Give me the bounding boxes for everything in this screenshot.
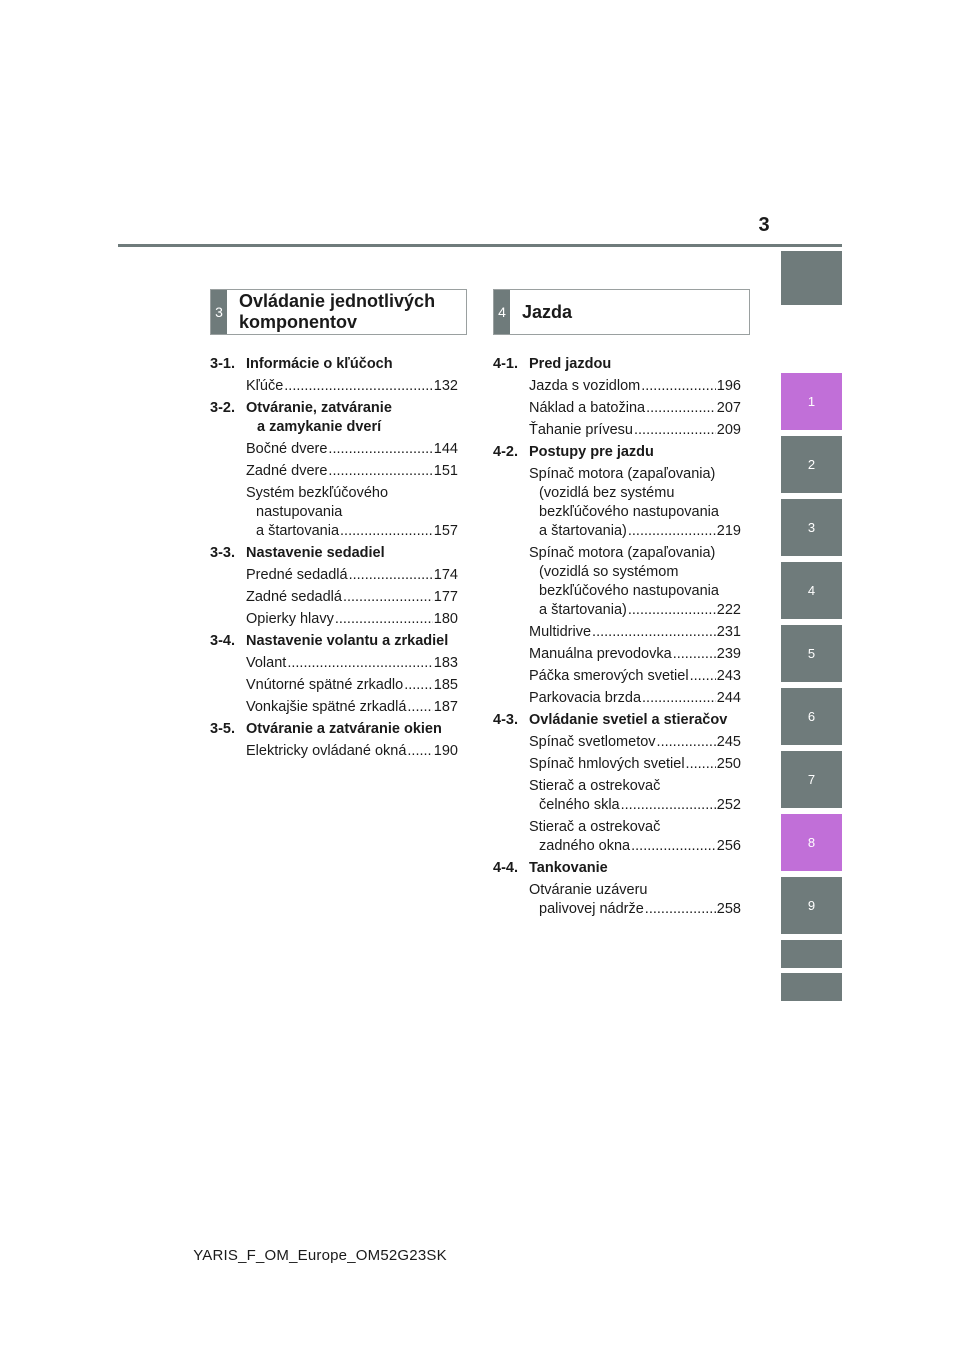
page-ref: 180 bbox=[433, 611, 458, 627]
toc-entry-line bbox=[529, 796, 741, 815]
page-ref: 187 bbox=[433, 699, 458, 715]
chapter-tab-blank[interactable] bbox=[781, 251, 842, 305]
subsection-id: 3-3. bbox=[210, 545, 235, 561]
toc-entry-text: Systém bezkľúčového bbox=[246, 485, 389, 501]
chapter-tab-7[interactable]: 7 bbox=[781, 751, 842, 808]
page-ref: 144 bbox=[433, 441, 458, 457]
toc-entry-text: Stierač a ostrekovač bbox=[529, 778, 661, 794]
toc-entry-line bbox=[529, 755, 741, 774]
dot-leader bbox=[634, 421, 716, 440]
subsection-heading bbox=[210, 399, 458, 437]
toc-entry[interactable] bbox=[246, 462, 458, 481]
dot-leader bbox=[642, 689, 716, 708]
toc-entry-text: a štartovania bbox=[256, 523, 340, 539]
toc-column-section-3 bbox=[210, 352, 458, 764]
toc-entry-text: Jazda s vozidlom bbox=[529, 378, 641, 394]
dot-leader bbox=[328, 462, 432, 481]
document-code: YARIS_F_OM_Europe_OM52G23SK bbox=[193, 1247, 447, 1264]
page-ref: 132 bbox=[433, 378, 458, 394]
subsection-id: 3-4. bbox=[210, 633, 235, 649]
chapter-tab-blank[interactable] bbox=[781, 940, 842, 968]
toc-entry-line bbox=[529, 522, 741, 541]
toc-entry-line bbox=[529, 733, 741, 752]
toc-entry-line bbox=[529, 900, 741, 919]
subsection-heading bbox=[493, 443, 741, 462]
section-3-title bbox=[239, 290, 435, 334]
subsection-title-line: Pred jazdou bbox=[529, 356, 612, 372]
toc-entry[interactable] bbox=[246, 698, 458, 717]
page-ref: 244 bbox=[716, 690, 741, 706]
toc-entry[interactable] bbox=[246, 440, 458, 459]
toc-entry[interactable] bbox=[529, 818, 741, 856]
subsection-title-line: a zamykanie dverí bbox=[257, 419, 382, 435]
toc-column-section-4 bbox=[493, 352, 741, 922]
toc-entry-text: Spínač motora (zapaľovania) bbox=[529, 466, 716, 482]
toc-entry-text: nastupovania bbox=[256, 504, 343, 520]
toc-entry-line bbox=[246, 566, 458, 585]
chapter-tab-4[interactable]: 4 bbox=[781, 562, 842, 619]
toc-entry-line bbox=[529, 645, 741, 664]
toc-entry-line bbox=[246, 377, 458, 396]
toc-entry-text: Ťahanie prívesu bbox=[529, 422, 633, 438]
page-ref: 250 bbox=[716, 756, 741, 772]
toc-entry[interactable] bbox=[529, 544, 741, 620]
page-ref: 222 bbox=[716, 602, 741, 618]
toc-entry-text: a štartovania) bbox=[539, 523, 627, 539]
toc-entry-line bbox=[246, 654, 458, 673]
page-ref: 196 bbox=[716, 378, 741, 394]
section-title-line: Jazda bbox=[522, 301, 573, 322]
toc-entry-text: Predné sedadlá bbox=[246, 567, 348, 583]
section-3-number: 3 bbox=[211, 290, 227, 334]
subsection-title-line: Postupy pre jazdu bbox=[529, 444, 654, 460]
subsection-title-line: Nastavenie sedadiel bbox=[246, 545, 385, 561]
toc-entry-text: Kľúče bbox=[246, 378, 284, 394]
page-ref: 185 bbox=[433, 677, 458, 693]
toc-entry[interactable] bbox=[529, 777, 741, 815]
subsection-id: 4-2. bbox=[493, 444, 518, 460]
section-title-line: Ovládanie jednotlivých bbox=[239, 291, 436, 311]
dot-leader bbox=[657, 733, 716, 752]
toc-entry-line bbox=[246, 440, 458, 459]
toc-entry-text: (vozidlá so systémom bbox=[539, 564, 679, 580]
toc-entry-text: Vonkajšie spätné zrkadlá bbox=[246, 699, 407, 715]
toc-entry-line bbox=[529, 421, 741, 440]
toc-entry-text: Elektricky ovládané okná bbox=[246, 743, 407, 759]
chapter-tab-1[interactable]: 1 bbox=[781, 373, 842, 430]
toc-entry-text: Otváranie uzáveru bbox=[529, 882, 648, 898]
dot-leader bbox=[646, 399, 716, 418]
toc-entry-line bbox=[529, 399, 741, 418]
page-ref: 256 bbox=[716, 838, 741, 854]
toc-entry-text: palivovej nádrže bbox=[539, 901, 644, 917]
page-ref: 219 bbox=[716, 523, 741, 539]
chapter-tab-6[interactable]: 6 bbox=[781, 688, 842, 745]
toc-entry-line bbox=[246, 462, 458, 481]
toc-entry[interactable] bbox=[246, 484, 458, 541]
page-ref: 243 bbox=[716, 668, 741, 684]
toc-entry[interactable] bbox=[246, 610, 458, 629]
page-ref: 183 bbox=[433, 655, 458, 671]
toc-entry-line bbox=[246, 742, 458, 761]
dot-leader bbox=[621, 796, 716, 815]
chapter-tab-3[interactable]: 3 bbox=[781, 499, 842, 556]
page-ref: 190 bbox=[433, 743, 458, 759]
subsection-id: 3-5. bbox=[210, 721, 235, 737]
toc-entry-text: (vozidlá bez systému bbox=[539, 485, 675, 501]
toc-entry-text: bezkľúčového nastupovania bbox=[539, 504, 719, 520]
toc-entry-line bbox=[246, 698, 458, 717]
dot-leader bbox=[340, 522, 433, 541]
page-ref: 177 bbox=[433, 589, 458, 605]
toc-entry[interactable] bbox=[529, 377, 741, 396]
chapter-tab-5[interactable]: 5 bbox=[781, 625, 842, 682]
dot-leader bbox=[645, 900, 716, 919]
page-ref: 209 bbox=[716, 422, 741, 438]
dot-leader bbox=[284, 377, 433, 396]
subsection-heading bbox=[493, 859, 741, 878]
dot-leader bbox=[592, 623, 716, 642]
toc-entry[interactable] bbox=[529, 733, 741, 752]
page-ref: 174 bbox=[433, 567, 458, 583]
toc-entry-text: Volant bbox=[246, 655, 287, 671]
page-ref: 157 bbox=[433, 523, 458, 539]
toc-entry-text: Opierky hlavy bbox=[246, 611, 334, 627]
toc-entry-line bbox=[529, 689, 741, 708]
toc-entry-line bbox=[529, 377, 741, 396]
section-4-title bbox=[522, 290, 572, 334]
page-ref: 239 bbox=[716, 646, 741, 662]
toc-entry-text: Multidrive bbox=[529, 624, 592, 640]
dot-leader bbox=[631, 837, 716, 856]
dot-leader bbox=[407, 698, 432, 717]
toc-entry-text: bezkľúčového nastupovania bbox=[539, 583, 719, 599]
section-title-line: komponentov bbox=[239, 312, 358, 332]
toc-entry[interactable] bbox=[246, 742, 458, 761]
toc-entry[interactable] bbox=[529, 465, 741, 541]
toc-entry-line bbox=[529, 837, 741, 856]
subsection-title-line: Otváranie a zatváranie okien bbox=[246, 721, 442, 737]
toc-entry-text: Zadné dvere bbox=[246, 463, 328, 479]
page-ref: 252 bbox=[716, 797, 741, 813]
subsection-id: 4-3. bbox=[493, 712, 518, 728]
subsection-heading bbox=[493, 711, 741, 730]
toc-entry-text: Manuálna prevodovka bbox=[529, 646, 672, 662]
toc-entry[interactable] bbox=[246, 588, 458, 607]
toc-entry-line bbox=[246, 522, 458, 541]
subsection-title-line: Ovládanie svetiel a stieračov bbox=[529, 712, 728, 728]
toc-entry-line bbox=[246, 610, 458, 629]
toc-entry-line bbox=[246, 588, 458, 607]
section-4-header bbox=[493, 289, 750, 335]
subsection-id: 3-1. bbox=[210, 356, 235, 372]
chapter-tab-2[interactable]: 2 bbox=[781, 436, 842, 493]
subsection-heading bbox=[493, 355, 741, 374]
toc-entry[interactable] bbox=[529, 755, 741, 774]
dot-leader bbox=[690, 667, 716, 686]
dot-leader bbox=[641, 377, 716, 396]
toc-entry-line bbox=[529, 623, 741, 642]
section-4-number: 4 bbox=[494, 290, 510, 334]
subsection-id: 4-1. bbox=[493, 356, 518, 372]
toc-entry[interactable] bbox=[529, 689, 741, 708]
chapter-tab-9[interactable]: 9 bbox=[781, 877, 842, 934]
toc-entry[interactable] bbox=[246, 654, 458, 673]
subsection-title-line: Nastavenie volantu a zrkadiel bbox=[246, 633, 449, 649]
subsection-heading bbox=[210, 632, 458, 651]
subsection-id: 3-2. bbox=[210, 400, 235, 416]
subsection-heading bbox=[210, 544, 458, 563]
page-ref: 258 bbox=[716, 901, 741, 917]
page-number: 3 bbox=[758, 214, 770, 236]
toc-entry-text: Stierač a ostrekovač bbox=[529, 819, 661, 835]
page-ref: 151 bbox=[433, 463, 458, 479]
toc-entry[interactable] bbox=[529, 881, 741, 919]
page-ref: 207 bbox=[716, 400, 741, 416]
toc-entry-line bbox=[529, 667, 741, 686]
toc-entry[interactable] bbox=[246, 377, 458, 396]
toc-entry[interactable] bbox=[246, 566, 458, 585]
chapter-tab-blank[interactable] bbox=[781, 973, 842, 1001]
toc-entry-text: Spínač hmlových svetiel bbox=[529, 756, 685, 772]
subsection-title-line: Informácie o kľúčoch bbox=[246, 356, 393, 372]
subsection-title-line: Otváranie, zatváranie bbox=[246, 400, 392, 416]
dot-leader bbox=[404, 676, 433, 695]
toc-entry-text: a štartovania) bbox=[539, 602, 627, 618]
toc-entry[interactable] bbox=[529, 623, 741, 642]
toc-entry-text: Parkovacia brzda bbox=[529, 690, 642, 706]
toc-entry-line bbox=[529, 601, 741, 620]
header-rule bbox=[118, 244, 842, 247]
dot-leader bbox=[328, 440, 432, 459]
subsection-id: 4-4. bbox=[493, 860, 518, 876]
chapter-tab-8[interactable]: 8 bbox=[781, 814, 842, 871]
page-ref: 245 bbox=[716, 734, 741, 750]
dot-leader bbox=[628, 601, 716, 620]
toc-entry-text: Zadné sedadlá bbox=[246, 589, 342, 605]
subsection-heading bbox=[210, 355, 458, 374]
dot-leader bbox=[349, 566, 433, 585]
page-ref: 231 bbox=[716, 624, 741, 640]
dot-leader bbox=[407, 742, 432, 761]
dot-leader bbox=[686, 755, 716, 774]
subsection-heading bbox=[210, 720, 458, 739]
toc-entry-text: Spínač motora (zapaľovania) bbox=[529, 545, 716, 561]
dot-leader bbox=[335, 610, 433, 629]
toc-entry-text: zadného okna bbox=[539, 838, 631, 854]
toc-entry[interactable] bbox=[529, 399, 741, 418]
toc-entry-text: čelného skla bbox=[539, 797, 620, 813]
toc-entry-text: Bočné dvere bbox=[246, 441, 328, 457]
toc-entry-text: Spínač svetlometov bbox=[529, 734, 656, 750]
dot-leader bbox=[628, 522, 716, 541]
toc-entry-text: Náklad a batožina bbox=[529, 400, 646, 416]
subsection-title-line: Tankovanie bbox=[529, 860, 608, 876]
dot-leader bbox=[287, 654, 432, 673]
toc-entry[interactable] bbox=[529, 421, 741, 440]
dot-leader bbox=[673, 645, 716, 664]
dot-leader bbox=[343, 588, 433, 607]
section-3-header bbox=[210, 289, 467, 335]
toc-entry-text: Vnútorné spätné zrkadlo bbox=[246, 677, 404, 693]
toc-entry[interactable] bbox=[529, 667, 741, 686]
toc-entry-text: Páčka smerových svetiel bbox=[529, 668, 689, 684]
toc-entry[interactable] bbox=[529, 645, 741, 664]
toc-entry-line bbox=[246, 676, 458, 695]
toc-entry[interactable] bbox=[246, 676, 458, 695]
